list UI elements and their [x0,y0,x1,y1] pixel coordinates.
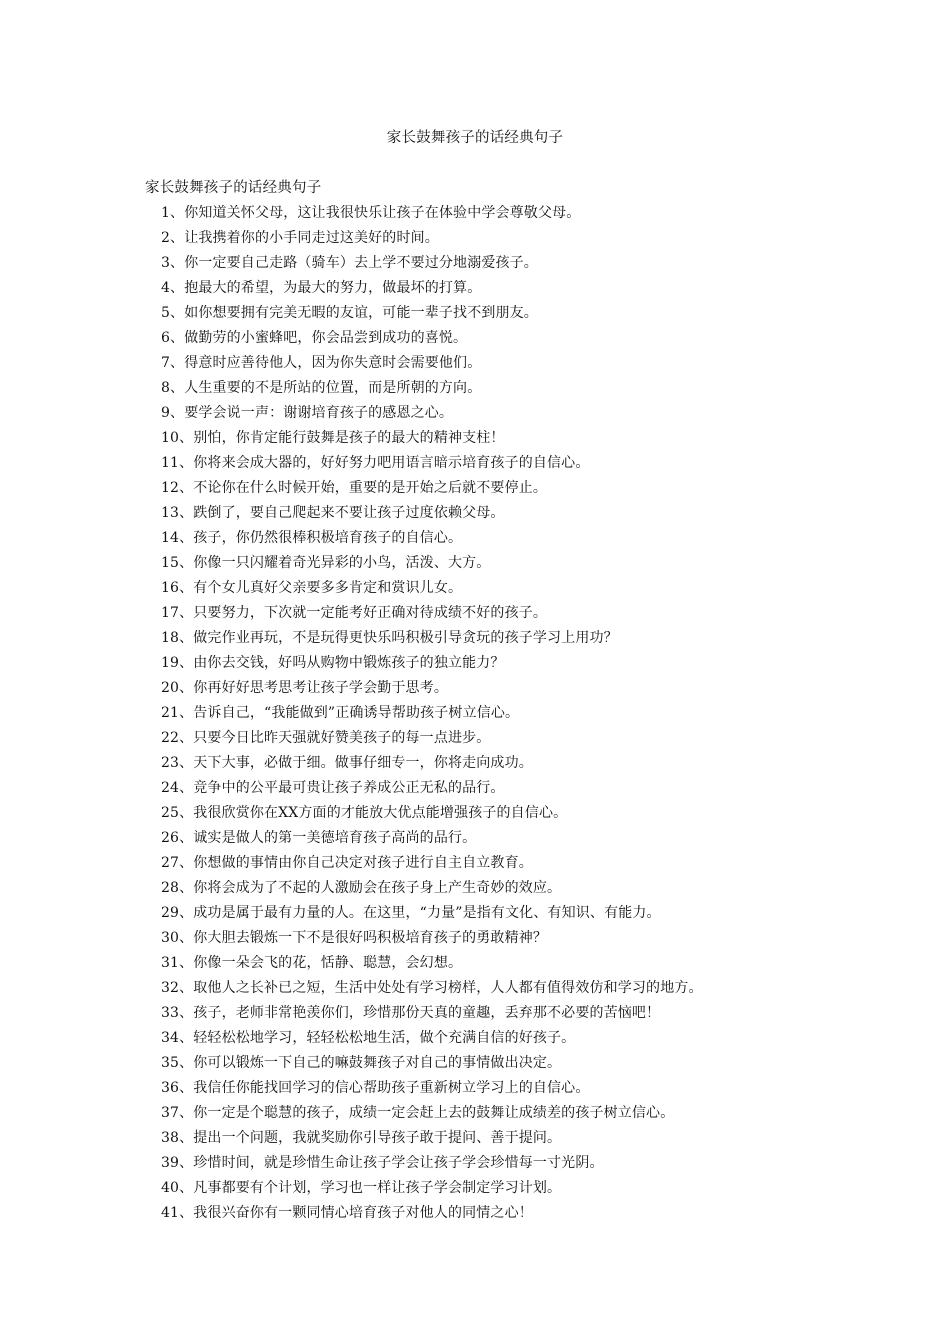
section-heading: 家长鼓舞孩子的话经典句子 [145,180,322,196]
list-item: 2、让我携着你的小手同走过这美好的时间。 [161,230,439,246]
list-item: 19、由你去交钱，好吗从购物中锻炼孩子的独立能力？ [161,655,505,671]
list-item: 38、提出一个问题，我就奖励你引导孩子敢于提问、善于提问。 [161,1130,562,1146]
list-item: 41、我很兴奋你有一颗同情心培育孩子对他人的同情之心！ [161,1205,533,1221]
list-item: 17、只要努力，下次就一定能考好正确对待成绩不好的孩子。 [161,605,548,621]
list-item: 4、抱最大的希望，为最大的努力，做最坏的打算。 [161,280,482,296]
list-item: 33、孩子，老师非常艳羡你们，珍惜那份天真的童趣，丢弃那不必要的苦恼吧！ [161,1005,661,1021]
list-item: 30、你大胆去锻炼一下不是很好吗积极培育孩子的勇敢精神？ [161,930,548,946]
list-item: 21、告诉自己，“我能做到”正确诱导帮助孩子树立信心。 [161,705,520,721]
list-item: 29、成功是属于最有力量的人。在这里，“力量”是指有文化、有知识、有能力。 [161,905,661,921]
list-item: 18、做完作业再玩，不是玩得更快乐吗积极引导贪玩的孩子学习上用功？ [161,630,618,646]
list-item: 10、别怕，你肯定能行鼓舞是孩子的最大的精神支柱！ [161,430,505,446]
list-item: 11、你将来会成大器的，好好努力吧用语言暗示培育孩子的自信心。 [161,455,590,471]
list-item: 3、你一定要自己走路（骑车）去上学不要过分地溺爱孩子。 [161,255,538,271]
list-item: 25、我很欣赏你在XX方面的才能放大优点能增强孩子的自信心。 [161,805,568,821]
list-item: 20、你再好好思考思考让孩子学会勤于思考。 [161,680,448,696]
list-item: 23、天下大事，必做于细。做事仔细专一，你将走向成功。 [161,755,533,771]
list-item: 13、跌倒了，要自己爬起来不要让孩子过度依赖父母。 [161,505,505,521]
list-item: 26、诚实是做人的第一美德培育孩子高尚的品行。 [161,830,477,846]
list-item: 34、轻轻松松地学习，轻轻松松地生活，做个充满自信的好孩子。 [161,1030,576,1046]
list-item: 5、如你想要拥有完美无暇的友谊，可能一辈子找不到朋友。 [161,305,538,321]
list-item: 16、有个女儿真好父亲要多多肯定和赏识儿女。 [161,580,463,596]
list-item: 37、你一定是个聪慧的孩子，成绩一定会赶上去的鼓舞让成绩差的孩子树立信心。 [161,1105,675,1121]
list-item: 31、你像一朵会飞的花，恬静、聪慧，会幻想。 [161,955,463,971]
list-item: 7、得意时应善待他人，因为你失意时会需要他们。 [161,355,482,371]
list-item: 27、你想做的事情由你自己决定对孩子进行自主自立教育。 [161,855,533,871]
list-item: 6、做勤劳的小蜜蜂吧，你会品尝到成功的喜悦。 [161,330,468,346]
list-item: 1、你知道关怀父母，这让我很快乐让孩子在体验中学会尊敬父母。 [161,205,581,221]
list-item: 28、你将会成为了不起的人激励会在孩子身上产生奇妙的效应。 [161,880,562,896]
list-item: 36、我信任你能找回学习的信心帮助孩子重新树立学习上的自信心。 [161,1080,590,1096]
list-item: 22、只要今日比昨天强就好赞美孩子的每一点进步。 [161,730,491,746]
list-item: 39、珍惜时间，就是珍惜生命让孩子学会让孩子学会珍惜每一寸光阴。 [161,1155,604,1171]
list-item: 40、凡事都要有个计划，学习也一样让孩子学会制定学习计划。 [161,1180,562,1196]
list-item: 12、不论你在什么时候开始，重要的是开始之后就不要停止。 [161,480,548,496]
list-item: 35、你可以锻炼一下自己的嘛鼓舞孩子对自己的事情做出决定。 [161,1055,562,1071]
document-title: 家长鼓舞孩子的话经典句子 [386,130,564,146]
list-item: 9、要学会说一声：谢谢培育孩子的感恩之心。 [161,405,454,421]
list-item: 8、人生重要的不是所站的位置，而是所朝的方向。 [161,380,482,396]
list-item: 32、取他人之长补已之短，生活中处处有学习榜样，人人都有值得效仿和学习的地方。 [161,980,703,996]
list-item: 15、你像一只闪耀着奇光异彩的小鸟，活泼、大方。 [161,555,491,571]
list-item: 14、孩子，你仍然很棒积极培育孩子的自信心。 [161,530,463,546]
sentence-list [161,201,881,1226]
list-item: 24、竞争中的公平最可贵让孩子养成公正无私的品行。 [161,780,505,796]
